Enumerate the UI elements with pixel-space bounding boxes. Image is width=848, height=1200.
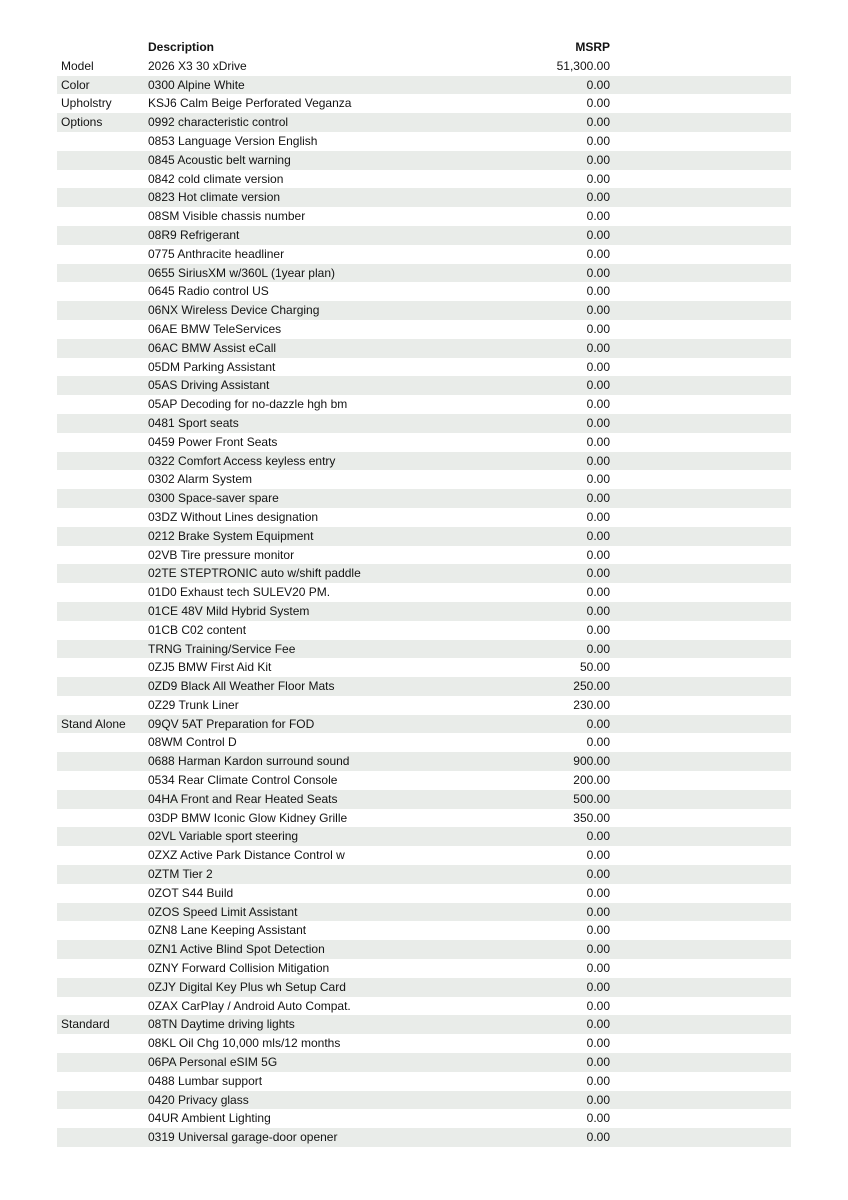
row-description: 06PA Personal eSIM 5G bbox=[148, 1055, 278, 1070]
table-row bbox=[57, 677, 791, 696]
row-msrp: 0.00 bbox=[586, 848, 610, 863]
table-row bbox=[57, 1091, 791, 1110]
table-row bbox=[57, 245, 791, 264]
row-description: 0ZOS Speed Limit Assistant bbox=[148, 904, 298, 919]
row-description: 0322 Comfort Access keyless entry bbox=[148, 453, 336, 468]
row-msrp: 0.00 bbox=[586, 998, 610, 1013]
row-description: 03DZ Without Lines designation bbox=[148, 509, 319, 524]
row-description: 01D0 Exhaust tech SULEV20 PM. bbox=[148, 585, 331, 600]
table-row bbox=[57, 790, 791, 809]
table-row bbox=[57, 602, 791, 621]
row-description: 0481 Sport seats bbox=[148, 415, 239, 430]
row-msrp: 0.00 bbox=[586, 1130, 610, 1145]
table-row bbox=[57, 733, 791, 752]
table-row bbox=[57, 113, 791, 132]
row-description: 05DM Parking Assistant bbox=[148, 359, 276, 374]
row-msrp: 0.00 bbox=[586, 96, 610, 111]
table-row bbox=[57, 226, 791, 245]
table-row bbox=[57, 978, 791, 997]
row-category: Options bbox=[61, 115, 103, 130]
table-row bbox=[57, 546, 791, 565]
row-description: 03DP BMW Iconic Glow Kidney Grille bbox=[148, 810, 348, 825]
row-description: 0992 characteristic control bbox=[148, 115, 289, 130]
row-description: 01CE 48V Mild Hybrid System bbox=[148, 603, 310, 618]
table-row bbox=[57, 1053, 791, 1072]
row-description: 0ZNY Forward Collision Mitigation bbox=[148, 961, 330, 976]
row-msrp: 50.00 bbox=[579, 660, 610, 675]
row-msrp: 0.00 bbox=[586, 152, 610, 167]
table-row bbox=[57, 564, 791, 583]
row-description: 08TN Daytime driving lights bbox=[148, 1017, 295, 1032]
row-description: 0ZAX CarPlay / Android Auto Compat. bbox=[148, 998, 351, 1013]
row-category: Standard bbox=[61, 1017, 110, 1032]
row-msrp: 0.00 bbox=[586, 133, 610, 148]
row-msrp: 0.00 bbox=[586, 171, 610, 186]
row-description: 0212 Brake System Equipment bbox=[148, 528, 314, 543]
row-description: 0302 Alarm System bbox=[148, 472, 253, 487]
row-description: KSJ6 Calm Beige Perforated Veganza bbox=[148, 96, 352, 111]
row-description: 0823 Hot climate version bbox=[148, 190, 281, 205]
row-description: 04UR Ambient Lighting bbox=[148, 1111, 271, 1126]
table-row bbox=[57, 827, 791, 846]
row-description: 05AS Driving Assistant bbox=[148, 378, 270, 393]
row-msrp: 0.00 bbox=[586, 321, 610, 336]
table-row bbox=[57, 771, 791, 790]
row-msrp: 0.00 bbox=[586, 867, 610, 882]
table-row bbox=[57, 1034, 791, 1053]
table-rows bbox=[57, 57, 791, 1147]
table-row bbox=[57, 339, 791, 358]
row-msrp: 0.00 bbox=[586, 566, 610, 581]
row-description: 08KL Oil Chg 10,000 mls/12 months bbox=[148, 1036, 341, 1051]
table-row bbox=[57, 433, 791, 452]
row-msrp: 0.00 bbox=[586, 340, 610, 355]
row-description: 2026 X3 30 xDrive bbox=[148, 58, 247, 73]
header-description: Description bbox=[148, 40, 215, 54]
table-row bbox=[57, 264, 791, 283]
row-description: 0775 Anthracite headliner bbox=[148, 246, 285, 261]
row-category: Model bbox=[61, 58, 94, 73]
row-description: 01CB C02 content bbox=[148, 622, 247, 637]
row-msrp: 0.00 bbox=[586, 190, 610, 205]
table-row bbox=[57, 170, 791, 189]
table-row bbox=[57, 1072, 791, 1091]
row-description: 05AP Decoding for no-dazzle hgh bm bbox=[148, 397, 348, 412]
table-row bbox=[57, 470, 791, 489]
row-description: 04HA Front and Rear Heated Seats bbox=[148, 791, 338, 806]
table-row bbox=[57, 940, 791, 959]
table-row bbox=[57, 921, 791, 940]
table-row bbox=[57, 414, 791, 433]
row-description: 0300 Alpine White bbox=[148, 77, 245, 92]
row-msrp: 0.00 bbox=[586, 246, 610, 261]
row-msrp: 51,300.00 bbox=[556, 58, 610, 73]
table-row bbox=[57, 358, 791, 377]
row-msrp: 0.00 bbox=[586, 397, 610, 412]
row-description: 06AC BMW Assist eCall bbox=[148, 340, 277, 355]
row-description: 08WM Control D bbox=[148, 735, 237, 750]
table-row bbox=[57, 959, 791, 978]
vehicle-options-table bbox=[57, 38, 791, 1147]
row-msrp: 900.00 bbox=[573, 754, 610, 769]
row-description: 0319 Universal garage-door opener bbox=[148, 1130, 338, 1145]
row-msrp: 0.00 bbox=[586, 923, 610, 938]
row-msrp: 0.00 bbox=[586, 491, 610, 506]
row-msrp: 0.00 bbox=[586, 434, 610, 449]
row-msrp: 0.00 bbox=[586, 1111, 610, 1126]
row-msrp: 250.00 bbox=[573, 679, 610, 694]
table-row bbox=[57, 846, 791, 865]
table-row bbox=[57, 809, 791, 828]
row-msrp: 0.00 bbox=[586, 885, 610, 900]
row-description: 0842 cold climate version bbox=[148, 171, 284, 186]
table-row bbox=[57, 132, 791, 151]
row-description: 02TE STEPTRONIC auto w/shift paddle bbox=[148, 566, 361, 581]
row-description: 0300 Space-saver spare bbox=[148, 491, 279, 506]
row-msrp: 0.00 bbox=[586, 284, 610, 299]
table-row bbox=[57, 865, 791, 884]
row-description: 0655 SiriusXM w/360L (1year plan) bbox=[148, 265, 335, 280]
table-row bbox=[57, 997, 791, 1016]
table-row bbox=[57, 1109, 791, 1128]
table-row bbox=[57, 903, 791, 922]
table-row bbox=[57, 696, 791, 715]
row-description: 09QV 5AT Preparation for FOD bbox=[148, 716, 315, 731]
row-description: TRNG Training/Service Fee bbox=[148, 641, 296, 656]
row-description: 02VL Variable sport steering bbox=[148, 829, 299, 844]
row-description: 0645 Radio control US bbox=[148, 284, 269, 299]
row-msrp: 0.00 bbox=[586, 904, 610, 919]
row-msrp: 0.00 bbox=[586, 115, 610, 130]
row-description: 0Z29 Trunk Liner bbox=[148, 697, 239, 712]
table-row bbox=[57, 376, 791, 395]
table-row bbox=[57, 508, 791, 527]
table-row bbox=[57, 621, 791, 640]
table-row bbox=[57, 94, 791, 113]
row-msrp: 350.00 bbox=[573, 810, 610, 825]
row-description: 0688 Harman Kardon surround sound bbox=[148, 754, 350, 769]
table-row bbox=[57, 188, 791, 207]
row-msrp: 0.00 bbox=[586, 415, 610, 430]
row-msrp: 0.00 bbox=[586, 265, 610, 280]
row-description: 0420 Privacy glass bbox=[148, 1092, 249, 1107]
row-msrp: 0.00 bbox=[586, 1055, 610, 1070]
row-msrp: 230.00 bbox=[573, 697, 610, 712]
row-msrp: 0.00 bbox=[586, 209, 610, 224]
row-category: Stand Alone bbox=[61, 716, 126, 731]
table-row bbox=[57, 151, 791, 170]
row-description: 0488 Lumbar support bbox=[148, 1073, 263, 1088]
row-msrp: 0.00 bbox=[586, 359, 610, 374]
row-description: 0ZJY Digital Key Plus wh Setup Card bbox=[148, 979, 346, 994]
row-description: 0ZN1 Active Blind Spot Detection bbox=[148, 942, 325, 957]
row-description: 0ZD9 Black All Weather Floor Mats bbox=[148, 679, 335, 694]
row-description: 06AE BMW TeleServices bbox=[148, 321, 282, 336]
row-msrp: 500.00 bbox=[573, 791, 610, 806]
table-row bbox=[57, 489, 791, 508]
table-row bbox=[57, 301, 791, 320]
row-msrp: 0.00 bbox=[586, 509, 610, 524]
header-msrp: MSRP bbox=[575, 40, 610, 54]
row-msrp: 0.00 bbox=[586, 547, 610, 562]
row-msrp: 0.00 bbox=[586, 378, 610, 393]
table-row bbox=[57, 1128, 791, 1147]
row-msrp: 0.00 bbox=[586, 1073, 610, 1088]
table-row bbox=[57, 57, 791, 76]
row-msrp: 0.00 bbox=[586, 942, 610, 957]
row-msrp: 0.00 bbox=[586, 979, 610, 994]
row-description: 08R9 Refrigerant bbox=[148, 227, 240, 242]
row-msrp: 0.00 bbox=[586, 1092, 610, 1107]
row-msrp: 0.00 bbox=[586, 77, 610, 92]
row-msrp: 0.00 bbox=[586, 735, 610, 750]
row-description: 0845 Acoustic belt warning bbox=[148, 152, 291, 167]
row-msrp: 0.00 bbox=[586, 227, 610, 242]
table-row bbox=[57, 752, 791, 771]
row-msrp: 0.00 bbox=[586, 1017, 610, 1032]
table-row bbox=[57, 282, 791, 301]
table-row bbox=[57, 76, 791, 95]
row-description: 0ZOT S44 Build bbox=[148, 885, 234, 900]
table-row bbox=[57, 884, 791, 903]
table-row bbox=[57, 715, 791, 734]
row-msrp: 0.00 bbox=[586, 303, 610, 318]
row-msrp: 0.00 bbox=[586, 453, 610, 468]
row-msrp: 0.00 bbox=[586, 472, 610, 487]
table-row bbox=[57, 207, 791, 226]
table-row bbox=[57, 452, 791, 471]
row-description: 0ZTM Tier 2 bbox=[148, 867, 213, 882]
table-row bbox=[57, 640, 791, 659]
row-description: 0459 Power Front Seats bbox=[148, 434, 278, 449]
row-description: 0ZN8 Lane Keeping Assistant bbox=[148, 923, 307, 938]
row-description: 0ZJ5 BMW First Aid Kit bbox=[148, 660, 272, 675]
row-msrp: 0.00 bbox=[586, 622, 610, 637]
row-msrp: 0.00 bbox=[586, 603, 610, 618]
table-row bbox=[57, 658, 791, 677]
row-msrp: 0.00 bbox=[586, 585, 610, 600]
table-row bbox=[57, 583, 791, 602]
row-msrp: 0.00 bbox=[586, 528, 610, 543]
table-row bbox=[57, 395, 791, 414]
row-msrp: 200.00 bbox=[573, 773, 610, 788]
table-header-row bbox=[57, 38, 791, 57]
row-msrp: 0.00 bbox=[586, 961, 610, 976]
row-description: 06NX Wireless Device Charging bbox=[148, 303, 320, 318]
row-description: 0534 Rear Climate Control Console bbox=[148, 773, 338, 788]
row-description: 02VB Tire pressure monitor bbox=[148, 547, 295, 562]
row-msrp: 0.00 bbox=[586, 1036, 610, 1051]
row-description: 08SM Visible chassis number bbox=[148, 209, 306, 224]
row-category: Color bbox=[61, 77, 90, 92]
row-msrp: 0.00 bbox=[586, 829, 610, 844]
table-row bbox=[57, 320, 791, 339]
row-msrp: 0.00 bbox=[586, 716, 610, 731]
row-msrp: 0.00 bbox=[586, 641, 610, 656]
row-category: Upholstry bbox=[61, 96, 112, 111]
table-row bbox=[57, 527, 791, 546]
row-description: 0ZXZ Active Park Distance Control w bbox=[148, 848, 345, 863]
table-row bbox=[57, 1015, 791, 1034]
row-description: 0853 Language Version English bbox=[148, 133, 318, 148]
